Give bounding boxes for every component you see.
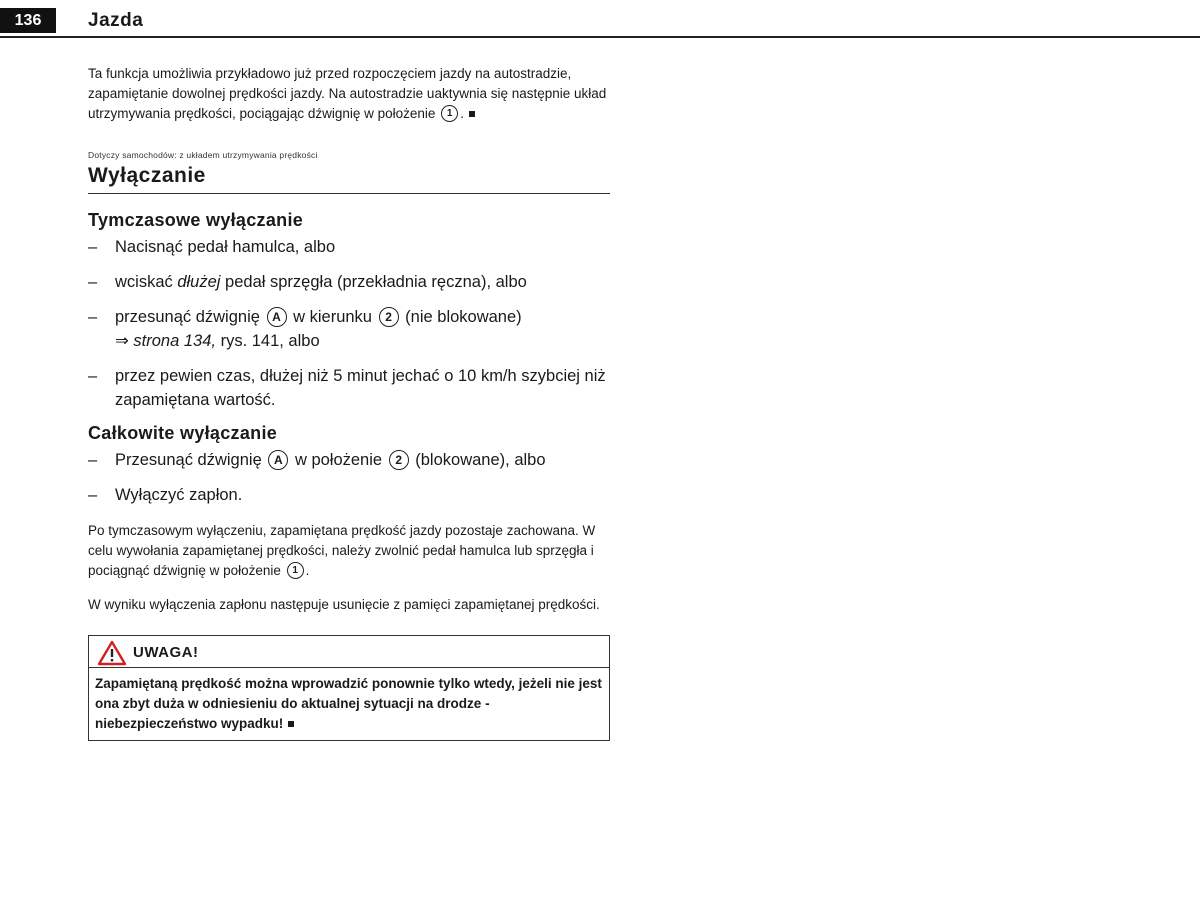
page-reference-link[interactable]: strona 134,: [133, 332, 216, 350]
complete-heading: Całkowite wyłączanie: [88, 423, 278, 443]
list-item-text: w położenie: [294, 451, 383, 469]
list-item-text: przez pewien czas, dłużej niż 5 minut jechać o 10 km/h szybciej niż zapamiętana wartość.: [115, 367, 606, 409]
list-item-text: rys. 141, albo: [215, 332, 320, 350]
list-item-text: Przesunąć dźwignię: [115, 451, 262, 469]
warning-header: [89, 636, 609, 668]
reference-arrow-icon: ⇒: [115, 332, 129, 350]
list-item-text: Nacisnąć pedał hamulca, albo: [115, 238, 336, 256]
temporary-list: [88, 235, 610, 412]
list-item: [88, 483, 610, 507]
warning-title: UWAGA!: [133, 644, 199, 661]
list-item-text: przesunąć dźwignię: [115, 308, 260, 326]
page-number: 136: [0, 8, 56, 33]
warning-box: [88, 635, 610, 741]
list-item: [88, 235, 610, 259]
list-item-text: (nie blokowane): [405, 308, 522, 326]
end-mark-icon: [469, 111, 475, 117]
note-end: .: [305, 563, 310, 578]
list-item: [88, 448, 610, 472]
position-2-marker: 2: [379, 307, 399, 327]
note-paragraph-1: [88, 521, 610, 581]
position-2-marker: 2: [389, 450, 409, 470]
list-item-text: (blokowane), albo: [415, 451, 546, 469]
list-item: [88, 305, 610, 353]
list-item-text: Wyłączyć zapłon.: [115, 486, 243, 504]
lever-a-marker: A: [268, 450, 288, 470]
temporary-heading: Tymczasowe wyłączanie: [88, 210, 304, 230]
section-title: Wyłączanie: [88, 164, 610, 194]
emphasis-text: dłużej: [177, 273, 221, 291]
list-item: [88, 364, 610, 412]
note-text: Po tymczasowym wyłączeniu, zapamiętana prędkość jazdy pozostaje zachowana. W celu wywołania zapamiętanej prędkości, należy zwolnić pedał hamulca lub sprzęgła i pociągnąć dźwignię w położenie: [88, 523, 596, 578]
warning-body: [89, 668, 609, 740]
chapter-title: Jazda: [88, 10, 144, 31]
list-item-text: pedał sprzęgła (przekładnia ręczna), albo: [220, 273, 527, 291]
warning-text: Zapamiętaną prędkość można wprowadzić ponownie tylko wtedy, jeżeli nie jest ona zbyt duża w odniesieniu do aktualnej sytuacji na drodze - niebezpieczeństwo wypadku!: [95, 676, 602, 731]
intro-text: Ta funkcja umożliwia przykładowo już przed rozpoczęciem jazdy na autostradzie, zapamiętanie dowolnej prędkości jazdy. Na autostradzie uaktywnia się następnie układ utrzymywania prędkości, pociągając dźwignię w położenie: [88, 66, 607, 121]
page-header: [0, 0, 1200, 40]
header-rule: [0, 36, 1200, 38]
list-item-text: wciskać: [115, 273, 178, 291]
complete-list: [88, 448, 610, 507]
intro-end: .: [460, 106, 464, 121]
intro-paragraph: [88, 64, 610, 124]
warning-triangle-icon: [97, 640, 127, 666]
end-mark-icon: [288, 721, 294, 727]
applies-to-note: Dotyczy samochodów: z układem utrzymywania prędkości: [88, 150, 318, 160]
main-column: [88, 64, 610, 741]
list-item: [88, 270, 610, 294]
list-item-text: w kierunku: [293, 308, 372, 326]
note-paragraph-2: W wyniku wyłączenia zapłonu następuje usunięcie z pamięci zapamiętanej prędkości.: [88, 597, 600, 612]
position-1-marker: 1: [287, 562, 304, 579]
position-1-marker: 1: [441, 105, 458, 122]
lever-a-marker: A: [267, 307, 287, 327]
